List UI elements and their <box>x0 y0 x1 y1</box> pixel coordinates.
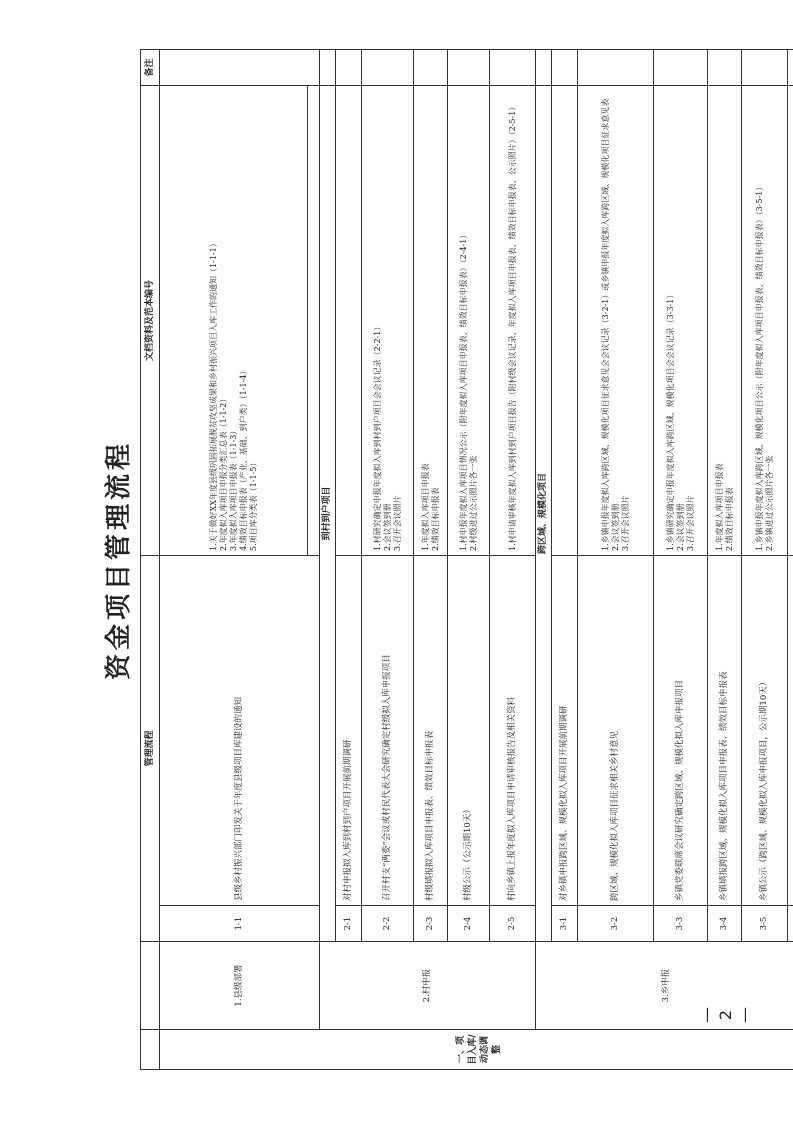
row-number: 3-5 <box>742 906 788 942</box>
doc-text: 1.乡镇申报年度拟入库跨区域、规模化项目征求意见会会议记录（3-2-1）或乡镇申报年度拟入库跨区域、规模化项目征求意见表 2.会议签到册 3.召开会议照片 <box>578 85 654 555</box>
table-row <box>414 49 448 1069</box>
doc-text: 1.村申请审核年度拟入库到村到户项目报告（附村级会议记录、年度拟入库项目申报表、绩效目标申报表、公示照片）（2-5-1） <box>490 85 536 555</box>
table-row <box>654 49 708 1069</box>
table-row <box>552 49 578 1069</box>
process-text: 村级填报拟入库项目申报表、绩效目标申报表 <box>414 555 448 905</box>
table-row <box>578 49 654 1069</box>
row-number: 3-2 <box>578 906 654 942</box>
process-text: 乡镇填报跨区域、规模化拟入库项目申报表、绩效目标申报表 <box>708 555 742 905</box>
group-label: 3.乡申报 <box>536 942 793 1030</box>
process-table <box>140 49 793 1070</box>
page-title: 资金项目管理流程 <box>104 440 134 681</box>
process-text: 乡镇党委联席会议研究确定跨区域、规模化拟入库申报项目 <box>654 555 708 905</box>
doc-text: 1.乡镇申报年度拟入库跨区域、规模化项目公示（附年度拟入库项目申报表、绩效目标申报表）（3-5-1） 2.乡镇进过公示照片各一张 <box>742 85 788 555</box>
row-number: 2-2 <box>362 906 414 942</box>
row-number: 3-4 <box>708 906 742 942</box>
row-number: 2-3 <box>414 906 448 942</box>
doc-text: 1.关于做好XX年度县级巩固拓展脱贫攻坚成果和乡村振兴项目入库工作的通知（1-1-1） 2.年度拟入库项目申报分类汇总表（1-1-2） 3.年度拟入库项目申报表（1-1-3） 4.绩效目标申报表（产业、基础、到户类）（1-1-4） 5.项目库分类表（1-1-5） <box>160 85 308 555</box>
section-title: 到村到户项目 <box>320 85 336 941</box>
rotated-page <box>100 50 774 1070</box>
row-number: 1-1 <box>160 906 320 942</box>
doc-text <box>336 85 362 555</box>
process-text: 召开村支“两委”会议或村民代表大会研究确定村级拟入库申报项目 <box>362 555 414 905</box>
doc-text <box>552 85 578 555</box>
process-text: 县级乡村振兴部门印发关于年度县级项目库建设的通知 <box>160 555 320 905</box>
row-number: 3-3 <box>654 906 708 942</box>
header-notes: 备注 <box>141 49 160 85</box>
header-docs: 文档资料及范本编号 <box>141 85 160 555</box>
header-process: 管理流程 <box>141 555 160 941</box>
process-text: 对乡镇申报跨区域、规模化拟入库项目开展前期调研 <box>552 555 578 905</box>
process-text: 乡镇公示（跨区域、规模化拟入库申报项目，公示期10天） <box>742 555 788 905</box>
doc-text: 1.年度拟入库项目申报表 2.绩效目标申报表 <box>708 85 742 555</box>
row-number: 2-5 <box>490 906 536 942</box>
table-row <box>490 49 536 1069</box>
table-row <box>336 49 362 1069</box>
doc-text: 1.乡镇研究确定申报年度拟入库跨区域、规模化项目会会议记录（3-3-1） 2.会议签到册 3.召开会议照片 <box>654 85 708 555</box>
process-text: 跨区域、规模化拟入库项目征求相关乡村意见 <box>578 555 654 905</box>
process-text: 村级公示（公示期10天） <box>448 555 490 905</box>
doc-text: 1.村申报年度拟入库项目情况公示（附年度拟入库项目申报表、绩效目标申报表）（2-4-1） 2.村级进过公示照片各一张 <box>448 85 490 555</box>
process-text: 村向乡镇上报年度拟入库项目申请审核报告及相关资料 <box>490 555 536 905</box>
group-label: 1.县级部署 <box>160 942 320 1030</box>
table-row <box>160 49 308 1069</box>
doc-text: 1.村研究确定申报年度拟入库到村到户项目会会议记录（2-2-1） 2.会议签到册 3.召开会议照片 <box>362 85 414 555</box>
table-row <box>742 49 788 1069</box>
row-number: 2-1 <box>336 906 362 942</box>
stage-label: 一、项目入库/动态调整 <box>160 1030 793 1070</box>
table-row <box>362 49 414 1069</box>
header-row <box>141 49 160 1069</box>
doc-text: 1.年度拟入库项目申报表 2.绩效目标申报表 <box>414 85 448 555</box>
group-label: 2.村申报 <box>320 942 536 1030</box>
note-cell <box>160 49 320 85</box>
process-text: 对村申报拟入库到村到户项目开展前期调研 <box>336 555 362 905</box>
table-row <box>448 49 490 1069</box>
table-row <box>708 49 742 1069</box>
page-number: — 2 — <box>697 1007 754 1023</box>
section-title: 跨区域、规模化项目 <box>536 85 552 941</box>
row-number: 2-4 <box>448 906 490 942</box>
row-number: 3-1 <box>552 906 578 942</box>
